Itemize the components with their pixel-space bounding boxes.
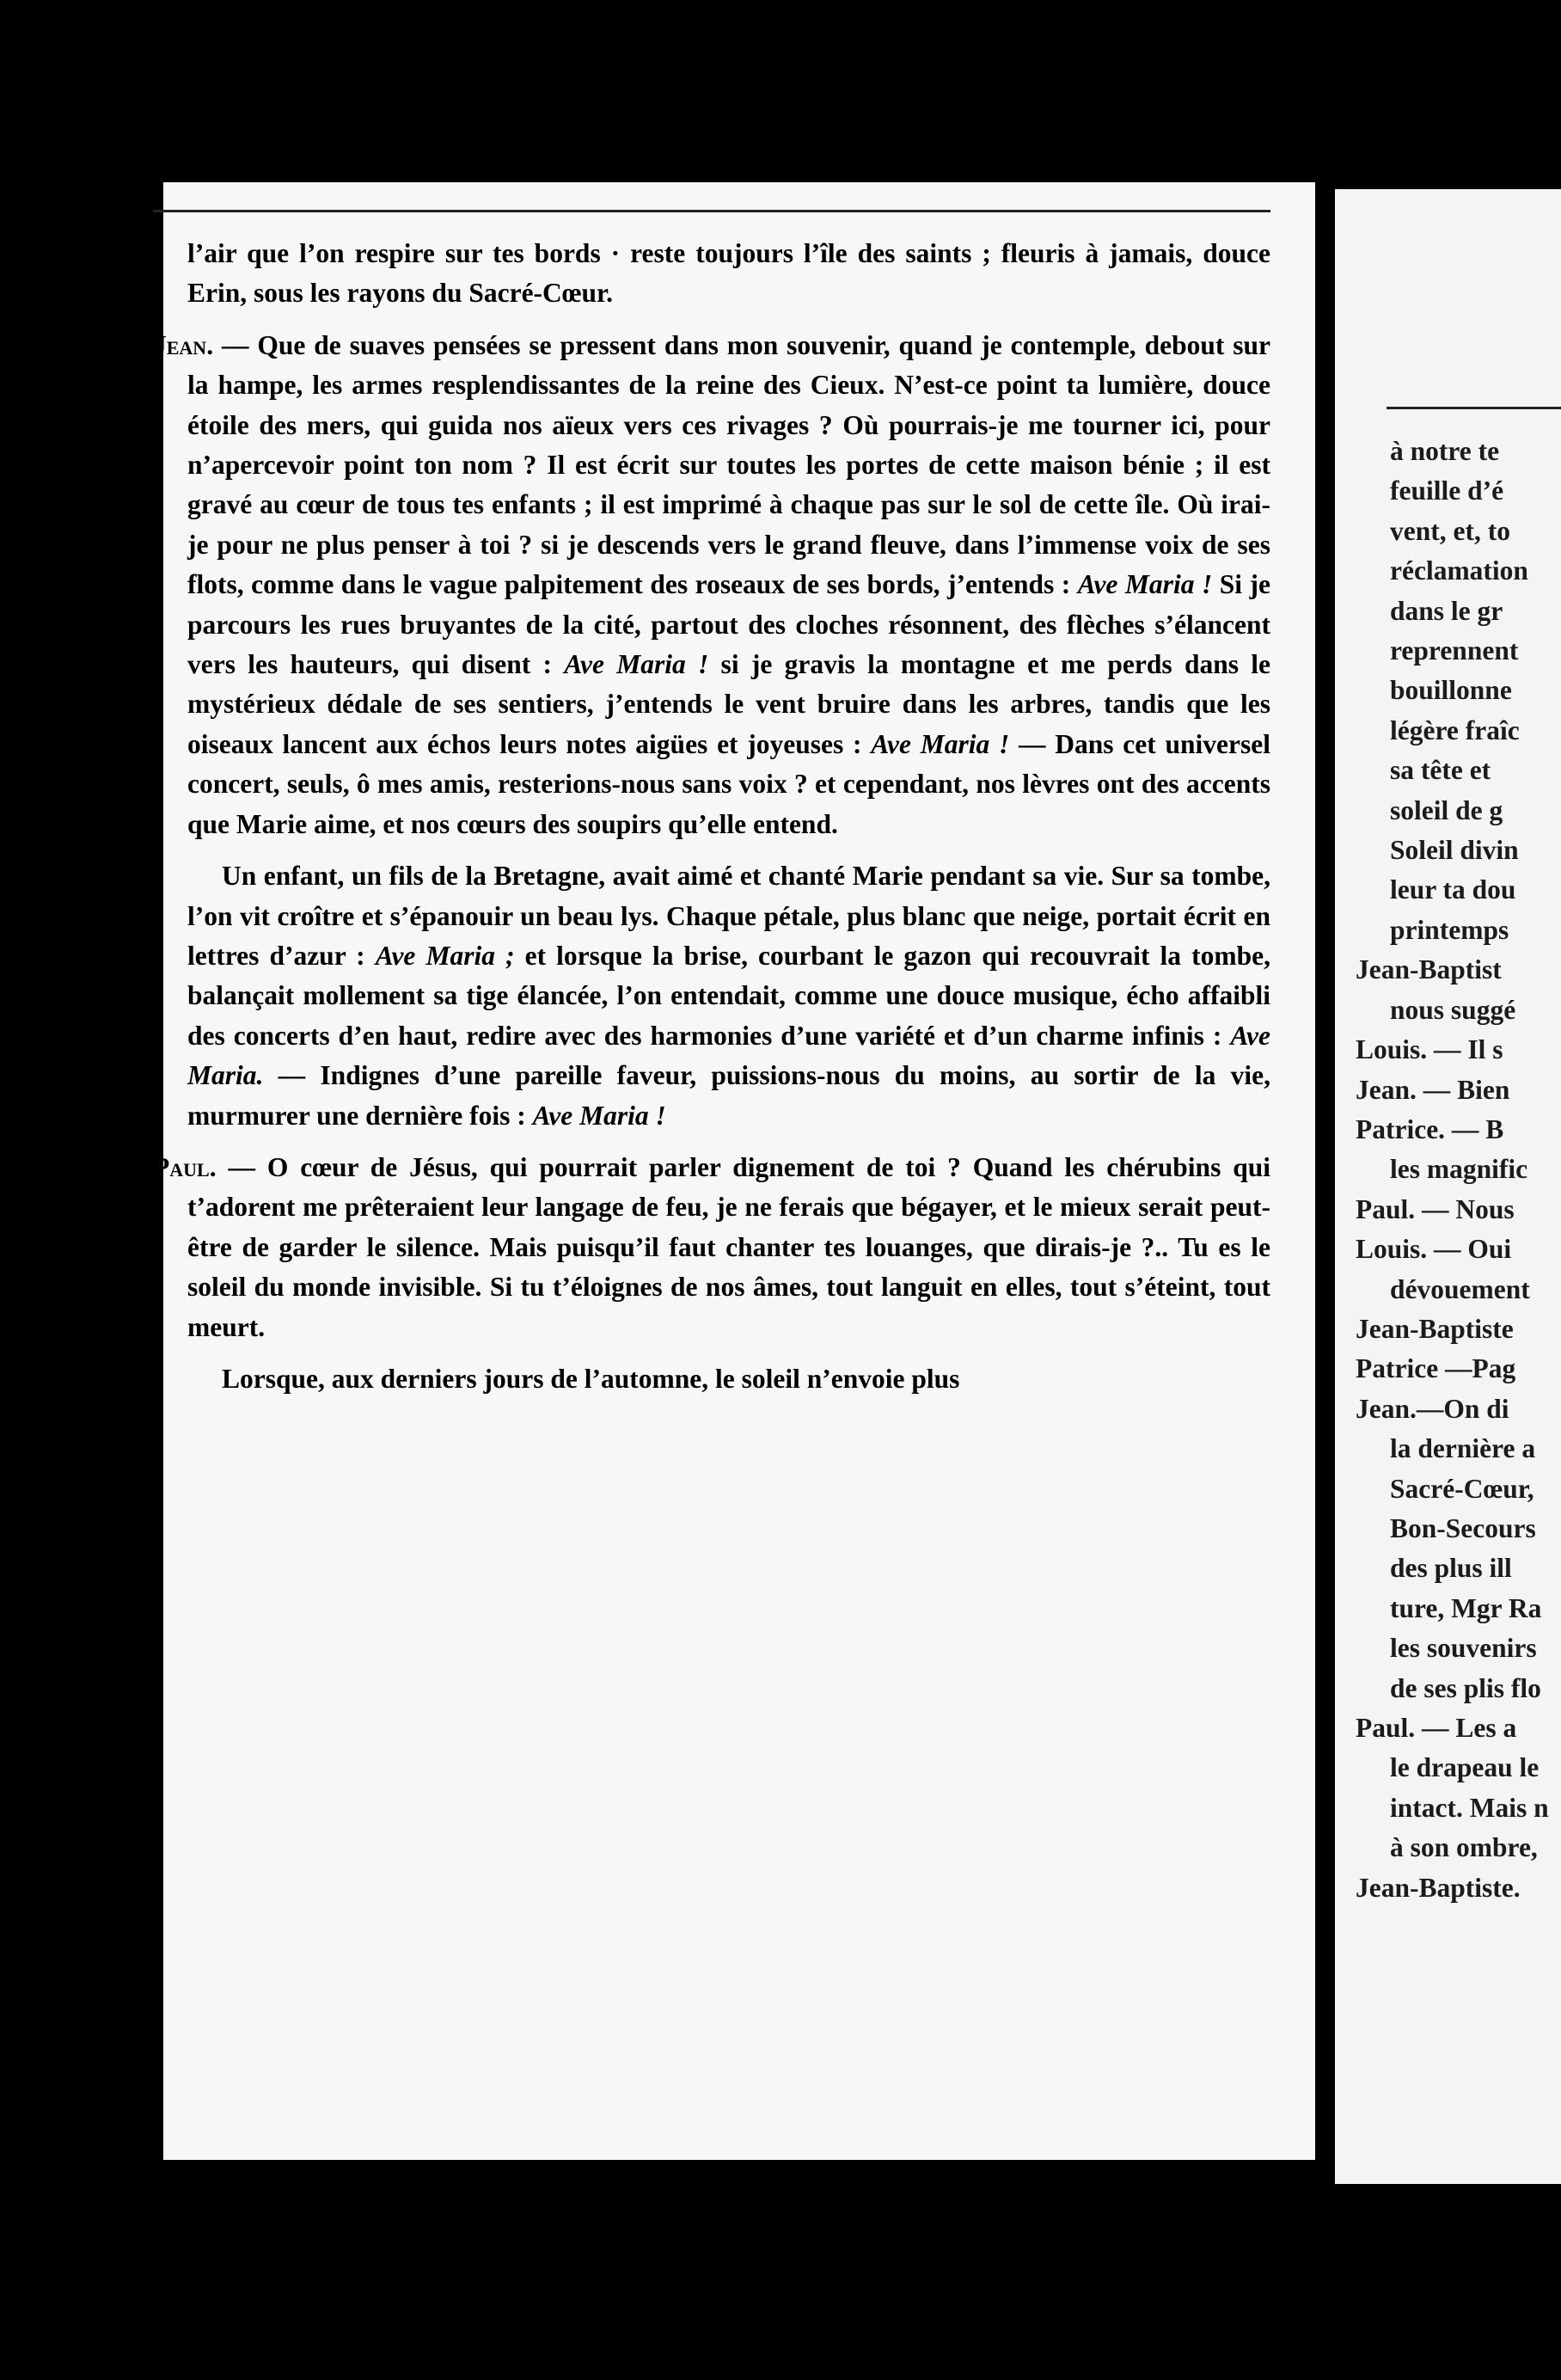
right-page-line: nous suggé bbox=[1390, 994, 1516, 1025]
paragraph-text: et lorsque la brise, courbant le gazon qui recouvrait la tombe, balançait mollement sa tige élancée, l’on entendait, comme une douce musique, écho affaibli des concerts d’en haut, redire avec des harmonies d’une variété et d’un charme infinis : bbox=[187, 940, 1270, 1051]
right-page-line: vent, et, to bbox=[1390, 515, 1510, 546]
right-page-line: Soleil divin bbox=[1390, 835, 1519, 866]
page-number: 294 bbox=[153, 146, 214, 181]
right-page-line: Louis. — Il s bbox=[1356, 1034, 1503, 1065]
body-text bbox=[153, 234, 1270, 1411]
right-page-line: les magnific bbox=[1390, 1154, 1528, 1185]
running-title: LA SEMAINE RELIGIEUSE bbox=[564, 158, 860, 180]
right-page-fragment bbox=[1335, 189, 1561, 2184]
speaker-jean: Jean. bbox=[153, 329, 214, 360]
paragraph-text: l’air que l’on respire sur tes bords · reste toujours l’île des saints ; fleuris à jamais, douce Erin, sous les rayons du Sacré-Cœur. bbox=[187, 238, 1270, 309]
ave-maria-text: Ave Maria ! bbox=[532, 1100, 666, 1131]
right-page-line: le drapeau le bbox=[1390, 1752, 1540, 1783]
speaker-paul: Paul. bbox=[153, 1151, 217, 1182]
right-page-line: Jean-Baptist bbox=[1356, 954, 1502, 985]
speech-text: Si je parcours les rues bruyantes de la cité, partout des cloches résonnent, des flèches s’élancent vers les hauteurs, qui disent : bbox=[187, 569, 1270, 680]
speech-text: — O cœur de Jésus, qui pourrait parler dignement de toi ? Quand les chérubins qui t’adorent me prêteraient leur langage de feu, je ne ferais que bégayer, et le mieux serait peut-être de garder le silence. Mais puisqu’il faut chanter tes louanges, que dirais-je ?.. Tu es le soleil du monde invisible. Si tu t’éloignes de nos âmes, tout languit en elles, tout s’éteint, tout meurt. bbox=[187, 1151, 1270, 1342]
right-page-line: dévouement bbox=[1390, 1273, 1530, 1304]
ave-maria-text: Ave Maria. bbox=[187, 1020, 1270, 1091]
paragraph-automne bbox=[153, 1359, 1270, 1399]
speech-text: — Dans cet universel concert, seuls, ô mes amis, resterions-nous sans voix ? et cependant, nos lèvres ont des accents que Marie aime, et nos cœurs des soupirs qu’elle entend. bbox=[187, 728, 1270, 839]
right-page-line: la dernière a bbox=[1390, 1433, 1536, 1464]
right-page-line: réclamation bbox=[1390, 555, 1528, 586]
ave-maria-text: Ave Maria ; bbox=[375, 940, 515, 971]
right-page-line: Patrice. — B bbox=[1356, 1113, 1504, 1144]
right-page-line: Jean-Baptiste. bbox=[1356, 1872, 1521, 1903]
page-header bbox=[153, 146, 1270, 198]
right-page-line: Paul. — Les a bbox=[1356, 1713, 1517, 1743]
right-page-line: Jean.—On di bbox=[1356, 1393, 1509, 1424]
ave-maria-text: Ave Maria ! bbox=[1077, 569, 1213, 600]
right-page-line: les souvenirs bbox=[1390, 1633, 1537, 1664]
right-page-line: leur ta dou bbox=[1390, 874, 1516, 905]
right-page-line: Bon-Secours bbox=[1390, 1512, 1536, 1543]
right-page-line: Paul. — Nous bbox=[1356, 1193, 1515, 1224]
right-page-line: intact. Mais n bbox=[1390, 1792, 1549, 1823]
right-header-rule bbox=[1387, 407, 1561, 409]
speech-paul bbox=[153, 1148, 1270, 1347]
paragraph-text: Lorsque, aux derniers jours de l’automne, le soleil n’envoie plus bbox=[222, 1363, 960, 1394]
right-page-line: Jean. — Bien bbox=[1356, 1074, 1510, 1105]
right-page-line: ture, Mgr Ra bbox=[1390, 1592, 1542, 1623]
right-page-line: Patrice —Pag bbox=[1356, 1353, 1516, 1384]
right-page-line: printemps bbox=[1390, 914, 1509, 945]
speech-text: — Que de suaves pensées se pressent dans mon souvenir, quand je contemple, debout sur la hampe, les armes resplendissantes de la reine des Cieux. N’est-ce point ta lumière, douce étoile des mers, qui guida nos aïeux vers ces rivages ? Où pourrais-je me tourner ici, pour n’apercevoir point ton nom ? Il est écrit sur toutes les portes de cette maison bénie ; il est gravé au cœur de tous tes enfants ; il est imprimé à chaque pas sur le sol de cette île. Où irai-je pour ne plus penser à toi ? si je descends vers le grand fleuve, dans l’immense voix de ses flots, comme dans le vague palpitement des roseaux de ses bords, j’entends : bbox=[187, 329, 1270, 600]
right-page-line: bouillonne bbox=[1390, 675, 1512, 706]
speech-jean bbox=[153, 326, 1270, 844]
right-page-line: feuille d’é bbox=[1390, 475, 1504, 506]
right-page-line: à notre te bbox=[1390, 436, 1500, 466]
right-page-text bbox=[1356, 432, 1561, 1908]
speech-text: si je gravis la montagne et me perds dans le mystérieux dédale de ses sentiers, j’entends le vent bruire dans les arbres, tandis que les oiseaux lancent aux échos leurs notes aigües et joyeuses : bbox=[187, 649, 1270, 759]
paragraph-text: — Indignes d’une pareille faveur, puissions-nous du moins, au sortir de la vie, murmurer une dernière fois : bbox=[187, 1060, 1270, 1131]
paragraph-text: Un enfant, un fils de la Bretagne, avait aimé et chanté Marie pendant sa vie. Sur sa tombe, l’on vit croître et s’épanouir un beau lys. Chaque pétale, plus blanc que neige, portait écrit en lettres d’azur : bbox=[187, 861, 1270, 971]
right-page-line: des plus ill bbox=[1390, 1553, 1512, 1584]
paragraph-lys bbox=[153, 856, 1270, 1136]
right-page-line: légère fraîc bbox=[1390, 715, 1520, 745]
right-page-line: dans le gr bbox=[1390, 595, 1503, 626]
right-page-line: Louis. — Oui bbox=[1356, 1234, 1512, 1265]
right-page-line: de ses plis flo bbox=[1390, 1672, 1541, 1703]
right-page-line: Sacré-Cœur, bbox=[1390, 1473, 1534, 1504]
header-rule bbox=[153, 210, 1270, 212]
right-page-line: sa tête et bbox=[1390, 755, 1491, 786]
ave-maria-text: Ave Maria ! bbox=[564, 649, 709, 680]
ave-maria-text: Ave Maria ! bbox=[871, 728, 1010, 759]
paragraph-continuation bbox=[153, 234, 1270, 314]
right-page-line: reprennent bbox=[1390, 635, 1519, 666]
right-page-line: soleil de g bbox=[1390, 794, 1503, 825]
right-page-line: à son ombre, bbox=[1390, 1832, 1538, 1863]
right-page-line: Jean-Baptiste bbox=[1356, 1313, 1514, 1344]
